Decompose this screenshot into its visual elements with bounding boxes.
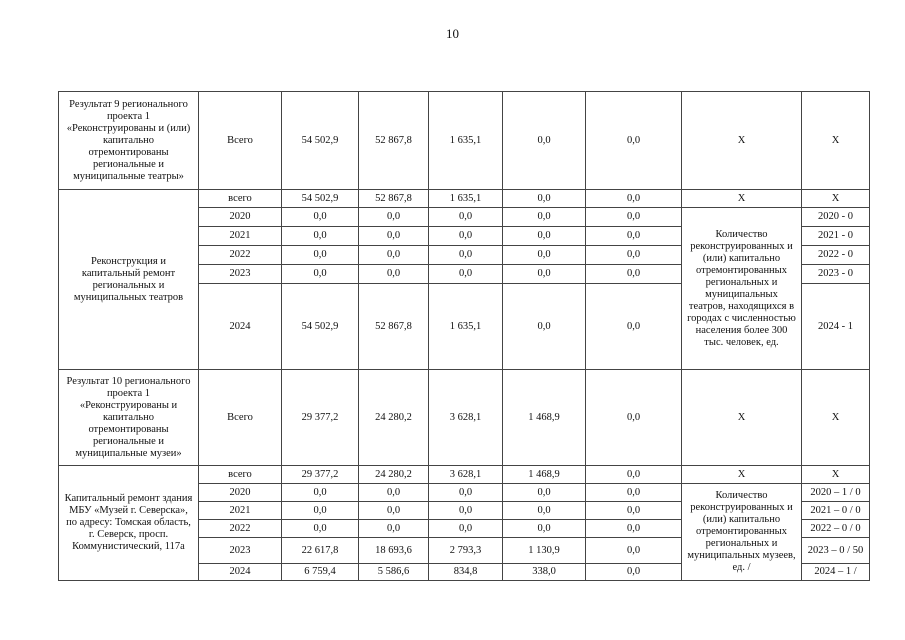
cell: 54 502,9: [282, 92, 359, 190]
cell: 0,0: [429, 484, 503, 502]
cell: 54 502,9: [282, 190, 359, 208]
cell: 1 468,9: [503, 370, 586, 466]
cell: 0,0: [586, 246, 682, 265]
total-label: Всего: [199, 370, 282, 466]
cell: 0,0: [586, 208, 682, 227]
cell: 0,0: [503, 208, 586, 227]
cell: 834,8: [429, 564, 503, 581]
cell: 0,0: [282, 208, 359, 227]
cell: 0,0: [586, 190, 682, 208]
indicator-cell: Х: [682, 466, 802, 484]
year-cell: 2022: [199, 520, 282, 538]
table-row: [59, 370, 870, 466]
cell: 0,0: [503, 92, 586, 190]
indicator-description: Количество реконструированных и (или) капитально отремонтированных региональных и муниципальных театров, находящихся в городах с численностью населения более 300 тыс. человек, ед.: [682, 208, 802, 370]
cell: 0,0: [503, 520, 586, 538]
cell: 5 586,6: [359, 564, 429, 581]
cell: 0,0: [282, 484, 359, 502]
cell: 0,0: [282, 246, 359, 265]
indicator-description: Количество реконструированных и (или) капитально отремонтированных региональных и муниципальных музеев, ед. /: [682, 484, 802, 581]
cell: 0,0: [282, 502, 359, 520]
year-cell: 2023: [199, 265, 282, 284]
cell: 24 280,2: [359, 466, 429, 484]
cell: 1 635,1: [429, 190, 503, 208]
cell: 1 635,1: [429, 284, 503, 370]
cell: 338,0: [503, 564, 586, 581]
cell: 0,0: [586, 370, 682, 466]
target-cell: 2024 – 1 /: [802, 564, 870, 581]
target-cell: 2020 – 1 / 0: [802, 484, 870, 502]
target-cell: Х: [802, 466, 870, 484]
target-cell: Х: [802, 190, 870, 208]
target-cell: 2023 – 0 / 50: [802, 538, 870, 564]
target-cell: Х: [802, 370, 870, 466]
cell: 0,0: [503, 284, 586, 370]
cell: 0,0: [359, 227, 429, 246]
cell: 0,0: [429, 265, 503, 284]
indicator-cell: Х: [682, 190, 802, 208]
cell: 24 280,2: [359, 370, 429, 466]
cell: 54 502,9: [282, 284, 359, 370]
year-cell: 2020: [199, 484, 282, 502]
cell: 0,0: [282, 520, 359, 538]
cell: 1 468,9: [503, 466, 586, 484]
cell: 0,0: [429, 246, 503, 265]
cell: 0,0: [359, 520, 429, 538]
year-cell: 2022: [199, 246, 282, 265]
target-cell: 2023 - 0: [802, 265, 870, 284]
result-title: Результат 10 регионального проекта 1 «Реконструированы и капитально отремонтированы региональные и муниципальные музеи»: [59, 370, 199, 466]
cell: 6 759,4: [282, 564, 359, 581]
cell: 0,0: [586, 564, 682, 581]
cell: 0,0: [503, 190, 586, 208]
cell: 0,0: [503, 265, 586, 284]
result-title: Результат 9 регионального проекта 1 «Реконструированы и (или) капитально отремонтированы региональные и муниципальные театры»: [59, 92, 199, 190]
cell: 0,0: [586, 265, 682, 284]
target-cell: Х: [802, 92, 870, 190]
cell: 29 377,2: [282, 370, 359, 466]
cell: 0,0: [429, 227, 503, 246]
target-cell: 2020 - 0: [802, 208, 870, 227]
cell: 0,0: [586, 502, 682, 520]
cell: 1 635,1: [429, 92, 503, 190]
total-label: Всего: [199, 92, 282, 190]
cell: 52 867,8: [359, 284, 429, 370]
year-cell: 2020: [199, 208, 282, 227]
cell: 0,0: [282, 265, 359, 284]
cell: 0,0: [586, 92, 682, 190]
cell: 0,0: [359, 502, 429, 520]
target-cell: 2024 - 1: [802, 284, 870, 370]
year-cell: 2023: [199, 538, 282, 564]
cell: 0,0: [503, 227, 586, 246]
table-row: [59, 92, 870, 190]
cell: 0,0: [586, 484, 682, 502]
cell: 0,0: [282, 227, 359, 246]
year-cell: 2024: [199, 284, 282, 370]
subtotal-label: всего: [199, 190, 282, 208]
year-cell: 2021: [199, 227, 282, 246]
target-cell: 2022 - 0: [802, 246, 870, 265]
cell: 18 693,6: [359, 538, 429, 564]
target-cell: 2022 – 0 / 0: [802, 520, 870, 538]
page-number: 10: [446, 26, 459, 41]
cell: 52 867,8: [359, 92, 429, 190]
cell: 2 793,3: [429, 538, 503, 564]
cell: 0,0: [429, 208, 503, 227]
cell: 0,0: [429, 520, 503, 538]
budget-table: [58, 91, 870, 581]
indicator-cell: Х: [682, 92, 802, 190]
cell: 0,0: [503, 246, 586, 265]
cell: 0,0: [429, 502, 503, 520]
target-cell: 2021 – 0 / 0: [802, 502, 870, 520]
cell: 0,0: [359, 265, 429, 284]
measure-name: Капитальный ремонт здания МБУ «Музей г. Северска», по адресу: Томская область, г. Северск, просп. Коммунистический, 117а: [59, 466, 199, 581]
cell: 1 130,9: [503, 538, 586, 564]
cell: 3 628,1: [429, 466, 503, 484]
subtotal-label: всего: [199, 466, 282, 484]
year-cell: 2024: [199, 564, 282, 581]
cell: 0,0: [586, 284, 682, 370]
cell: 0,0: [586, 520, 682, 538]
table-row: [59, 190, 870, 208]
cell: 29 377,2: [282, 466, 359, 484]
cell: 0,0: [586, 538, 682, 564]
cell: 0,0: [586, 466, 682, 484]
cell: 3 628,1: [429, 370, 503, 466]
indicator-cell: Х: [682, 370, 802, 466]
cell: 0,0: [586, 227, 682, 246]
cell: 0,0: [359, 484, 429, 502]
target-cell: 2021 - 0: [802, 227, 870, 246]
cell: 0,0: [503, 484, 586, 502]
cell: 0,0: [359, 208, 429, 227]
cell: 0,0: [503, 502, 586, 520]
cell: 0,0: [359, 246, 429, 265]
table-row: [59, 466, 870, 484]
measure-name: Реконструкция и капитальный ремонт региональных и муниципальных театров: [59, 190, 199, 370]
year-cell: 2021: [199, 502, 282, 520]
cell: 52 867,8: [359, 190, 429, 208]
cell: 22 617,8: [282, 538, 359, 564]
